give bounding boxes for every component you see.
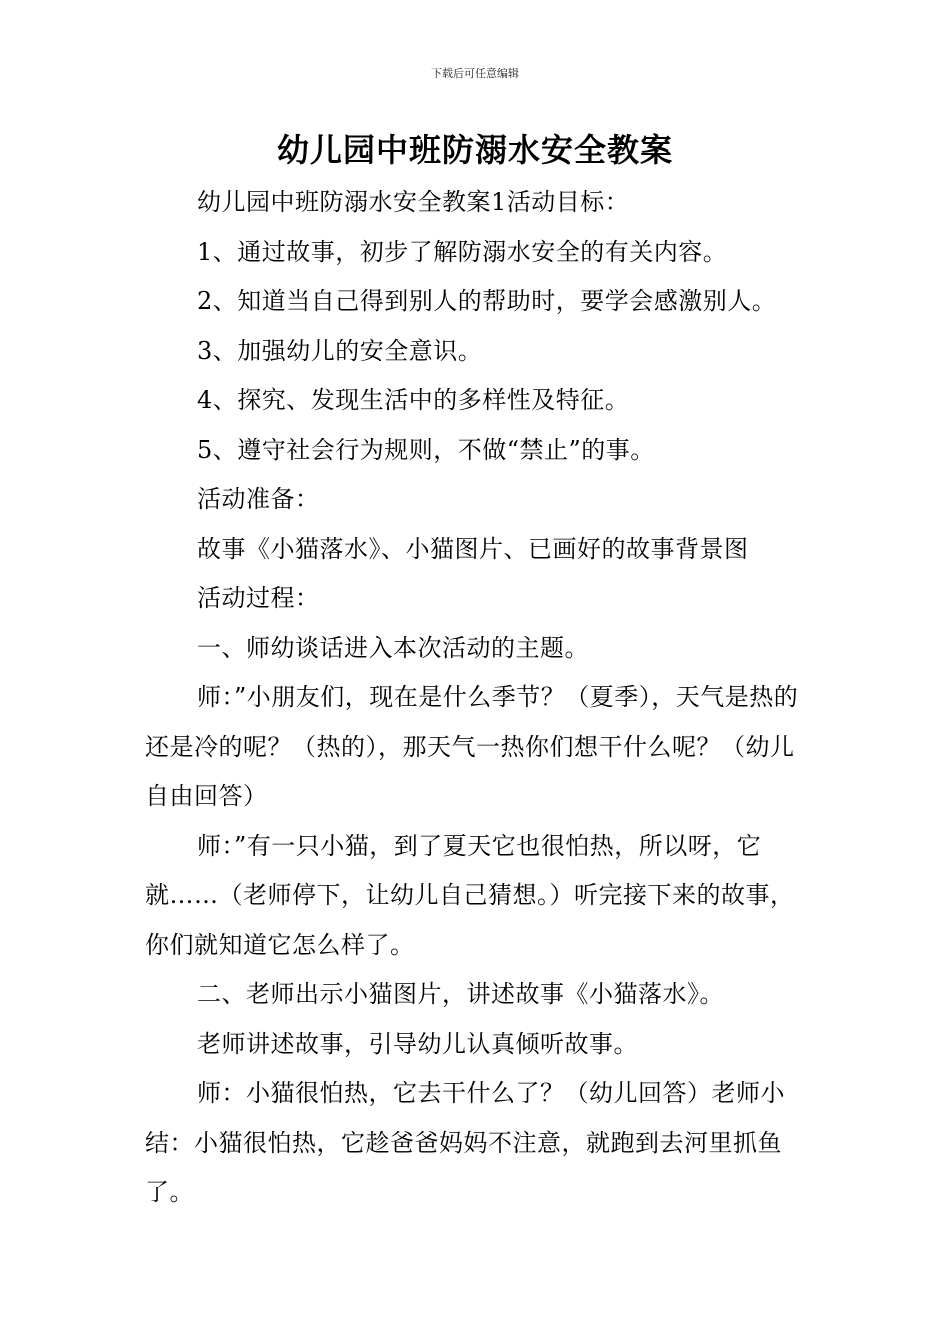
paragraph: 一、师幼谈话进入本次活动的主题。 [197, 633, 589, 662]
paragraph: 4、探究、发现生活中的多样性及特征。 [197, 386, 630, 414]
paragraph: 3、加强幼儿的安全意识。 [197, 336, 483, 365]
paragraph: 故事《小猫落水》、小猫图片、已画好的故事背景图 [197, 534, 749, 563]
paragraph: 5、遵守社会行为规则，不做“禁止”的事。 [197, 435, 655, 464]
paragraph: 老师讲述故事，引导幼儿认真倾听故事。 [197, 1029, 638, 1058]
paragraph: 活动准备： [197, 485, 320, 513]
paragraph: 师：小猫很怕热，它去干什么了？（幼儿回答）老师小结：小猫很怕热，它趁爸爸妈妈不注意，就跑到去河里抓鱼了。 [145, 1079, 785, 1206]
paragraph: 1、通过故事，初步了解防溺水安全的有关内容。 [197, 237, 728, 266]
document-body [145, 178, 810, 1218]
paragraph: 幼儿园中班防溺水安全教案1活动目标： [197, 188, 630, 216]
paragraph: 2、知道当自己得到别人的帮助时，要学会感激别人。 [197, 287, 777, 315]
paragraph: 二、老师出示小猫图片，讲述故事《小猫落水》。 [197, 980, 724, 1008]
document-title: 幼儿园中班防溺水安全教案 [276, 131, 673, 169]
paragraph: 师：”有一只小猫，到了夏天它也很怕热，所以呀，它就……（老师停下，让幼儿自己猜想。）听完接下来的故事，你们就知道它怎么样了。 [145, 831, 795, 959]
paragraph: 师：”小朋友们，现在是什么季节？（夏季），天气是热的还是冷的呢？（热的），那天气一热你们想干什么呢？（幼儿自由回答） [145, 683, 799, 810]
header-note: 下载后可任意编辑 [431, 67, 519, 80]
paragraph: 活动过程： [197, 584, 320, 612]
